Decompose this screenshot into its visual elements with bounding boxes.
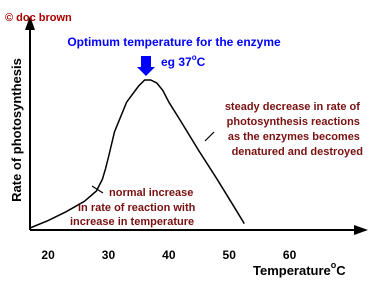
optimum-example-unit: C <box>196 55 206 69</box>
increase-leader-line <box>92 186 103 193</box>
optimum-example-degree: o <box>191 53 197 62</box>
x-axis-label-unit: C <box>336 263 346 278</box>
credit-text: © doc brown <box>5 12 72 24</box>
x-tick-label: 20 <box>41 248 55 262</box>
x-axis-arrowhead <box>354 225 368 235</box>
optimum-example-value: eg 37 <box>161 55 192 69</box>
decrease-line-1: steady decrease in rate of <box>224 101 360 113</box>
decrease-line-4: denatured and destroyed <box>231 146 363 158</box>
x-tick-label: 50 <box>222 248 236 262</box>
x-tick-label: 60 <box>282 248 297 262</box>
optimum-title: Optimum temperature for the enzyme <box>67 35 281 49</box>
y-axis-label: Rate of photosynthesis <box>9 58 24 202</box>
increase-annotation <box>70 187 198 228</box>
x-tick-labels <box>41 248 296 262</box>
optimum-arrow-icon <box>137 56 155 76</box>
x-axis-label-degree: o <box>330 260 337 270</box>
x-axis-label-text: Temperature <box>253 263 331 278</box>
decrease-annotation <box>225 101 363 158</box>
decrease-line-3: as the enzymes becomes <box>227 131 360 143</box>
x-axis-label <box>253 260 346 278</box>
x-tick-label: 30 <box>101 248 116 262</box>
increase-line-3: increase in temperature <box>70 216 195 228</box>
increase-line-1: normal increase <box>109 187 194 199</box>
increase-line-2: in rate of reaction with <box>78 202 196 214</box>
optimum-example <box>161 53 206 69</box>
decrease-leader-line <box>205 132 214 141</box>
x-tick-label: 40 <box>162 248 176 262</box>
decrease-line-2: photosynthesis reactions <box>226 116 360 128</box>
